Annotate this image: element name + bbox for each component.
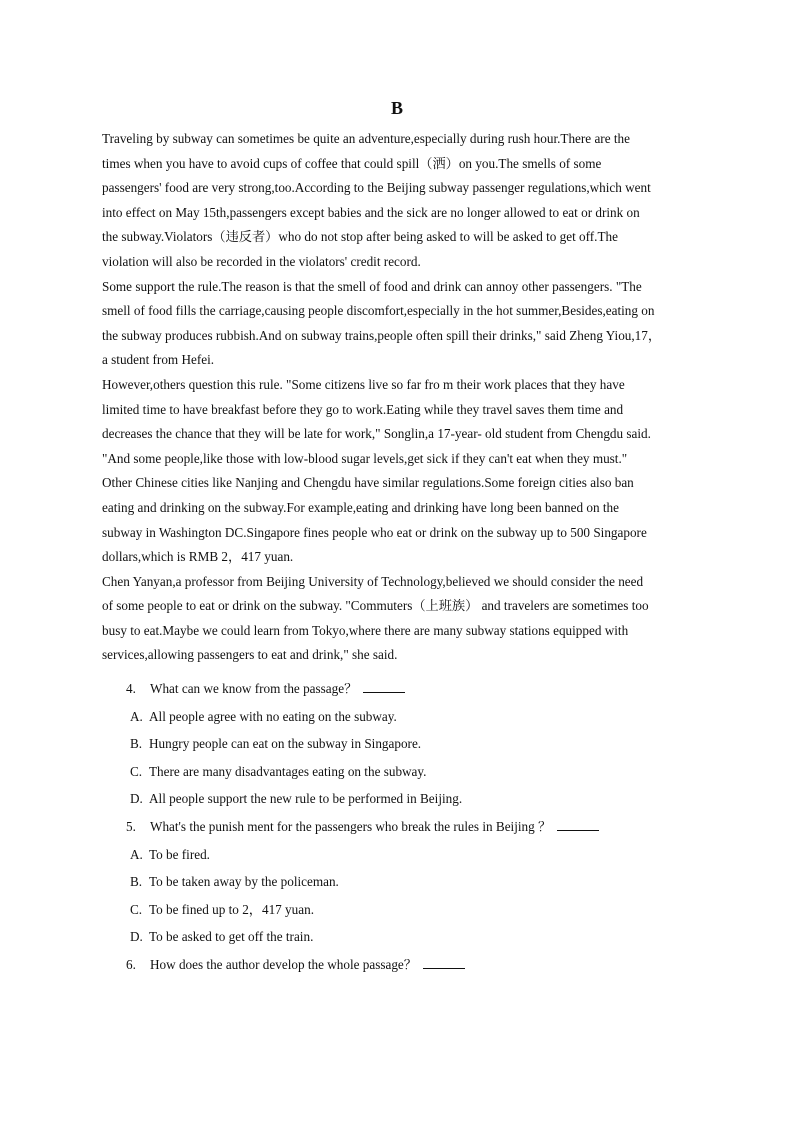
option-letter: A. <box>130 708 143 724</box>
passage-line: a student from Hefei. <box>102 352 215 368</box>
answer-blank[interactable] <box>557 816 599 831</box>
question-5 <box>126 813 686 841</box>
passage-line: Chen Yanyan,a professor from Beijing University of Technology,believed we should consider the need <box>102 573 644 589</box>
option-letter: A. <box>130 846 143 862</box>
passage-line: Other Chinese cities like Nanjing and Chengdu have similar regulations.Some foreign cities also ban <box>102 475 634 491</box>
question-number: 6. <box>126 956 136 972</box>
section-title: B <box>390 98 403 118</box>
passage-line: passengers' food are very strong,too.According to the Beijing subway passenger regulations,which went <box>102 180 651 196</box>
passage-line: busy to eat.Maybe we could learn from Tokyo,where there are many subway stations equipped with <box>102 622 629 638</box>
answer-blank[interactable] <box>423 954 465 969</box>
option-text: Hungry people can eat on the subway in Singapore. <box>149 736 422 752</box>
option-letter: D. <box>130 791 143 807</box>
reading-passage <box>102 127 694 668</box>
answer-blank[interactable] <box>363 678 405 693</box>
passage-line: Traveling by subway can sometimes be quite an adventure,especially during rush hour.There are the <box>102 131 630 146</box>
question-text: How does the author develop the whole passage？ <box>150 956 417 972</box>
question-number: 5. <box>126 818 136 834</box>
passage-line: into effect on May 15th,passengers except babies and the sick are no longer allowed to eat or drink on <box>102 204 640 220</box>
option-c[interactable] <box>126 896 686 924</box>
option-text: To be asked to get off the train. <box>149 929 314 945</box>
option-d[interactable] <box>126 923 686 951</box>
option-text: All people support the new rule to be performed in Beijing. <box>149 791 463 807</box>
passage-line: of some people to eat or drink on the subway. "Commuters（上班族） and travelers are sometimes too <box>102 598 649 614</box>
option-text: To be taken away by the policeman. <box>149 874 339 890</box>
question-number: 4. <box>126 681 136 696</box>
option-a[interactable] <box>126 703 686 731</box>
option-b[interactable] <box>126 730 686 758</box>
passage-line: violation will also be recorded in the violators' credit record. <box>102 253 421 269</box>
question-text: What's the punish ment for the passengers who break the rules in Beijing ？ <box>150 818 552 834</box>
option-text: There are many disadvantages eating on the subway. <box>149 763 427 779</box>
passage-line: the subway produces rubbish.And on subway trains,people often spill their drinks," said Zheng Yiou,17， <box>102 327 662 343</box>
option-text: To be fined up to 2，417 yuan. <box>149 901 314 917</box>
passage-line: However,others question this rule. "Some citizens live so far fro m their work places that they have <box>102 376 625 392</box>
option-text: All people agree with no eating on the subway. <box>149 708 397 724</box>
passage-line: eating and drinking on the subway.For example,eating and drinking have long been banned on the <box>102 499 619 515</box>
question-4 <box>126 675 686 703</box>
question-list <box>126 675 686 979</box>
option-letter: C. <box>130 763 143 779</box>
passage-line: dollars,which is RMB 2，417 yuan. <box>102 549 294 565</box>
passage-line: smell of food fills the carriage,causing people discomfort,especially in the hot summer,Besides,eating on <box>102 303 655 319</box>
question-6 <box>126 951 686 979</box>
option-a[interactable] <box>126 841 686 869</box>
passage-line: services,allowing passengers to eat and drink," she said. <box>102 647 398 663</box>
option-d[interactable] <box>126 785 686 813</box>
question-text: What can we know from the passage？ <box>150 681 358 696</box>
passage-line: the subway.Violators（违反者）who do not stop after being asked to will be asked to get off.The <box>102 229 618 245</box>
passage-line: Some support the rule.The reason is that the smell of food and drink can annoy other passengers. "The <box>102 278 642 294</box>
passage-line: limited time to have breakfast before they go to work.Eating while they travel saves them time and <box>102 401 624 417</box>
passage-line: subway in Washington DC.Singapore fines people who eat or drink on the subway up to 500 Singapore <box>102 524 647 540</box>
passage-line: decreases the chance that they will be late for work," Songlin,a 17-year- old student from Chengdu said. <box>102 426 651 442</box>
option-letter: C. <box>130 901 143 917</box>
option-letter: D. <box>130 929 143 945</box>
option-b[interactable] <box>126 868 686 896</box>
passage-line: times when you have to avoid cups of coffee that could spill（洒）on you.The smells of some <box>102 155 602 171</box>
passage-line: "And some people,like those with low-blood sugar levels,get sick if they can't eat when they must." <box>102 450 628 466</box>
option-text: To be fired. <box>149 846 210 862</box>
option-letter: B. <box>130 736 143 752</box>
option-letter: B. <box>130 874 143 890</box>
option-c[interactable] <box>126 758 686 786</box>
